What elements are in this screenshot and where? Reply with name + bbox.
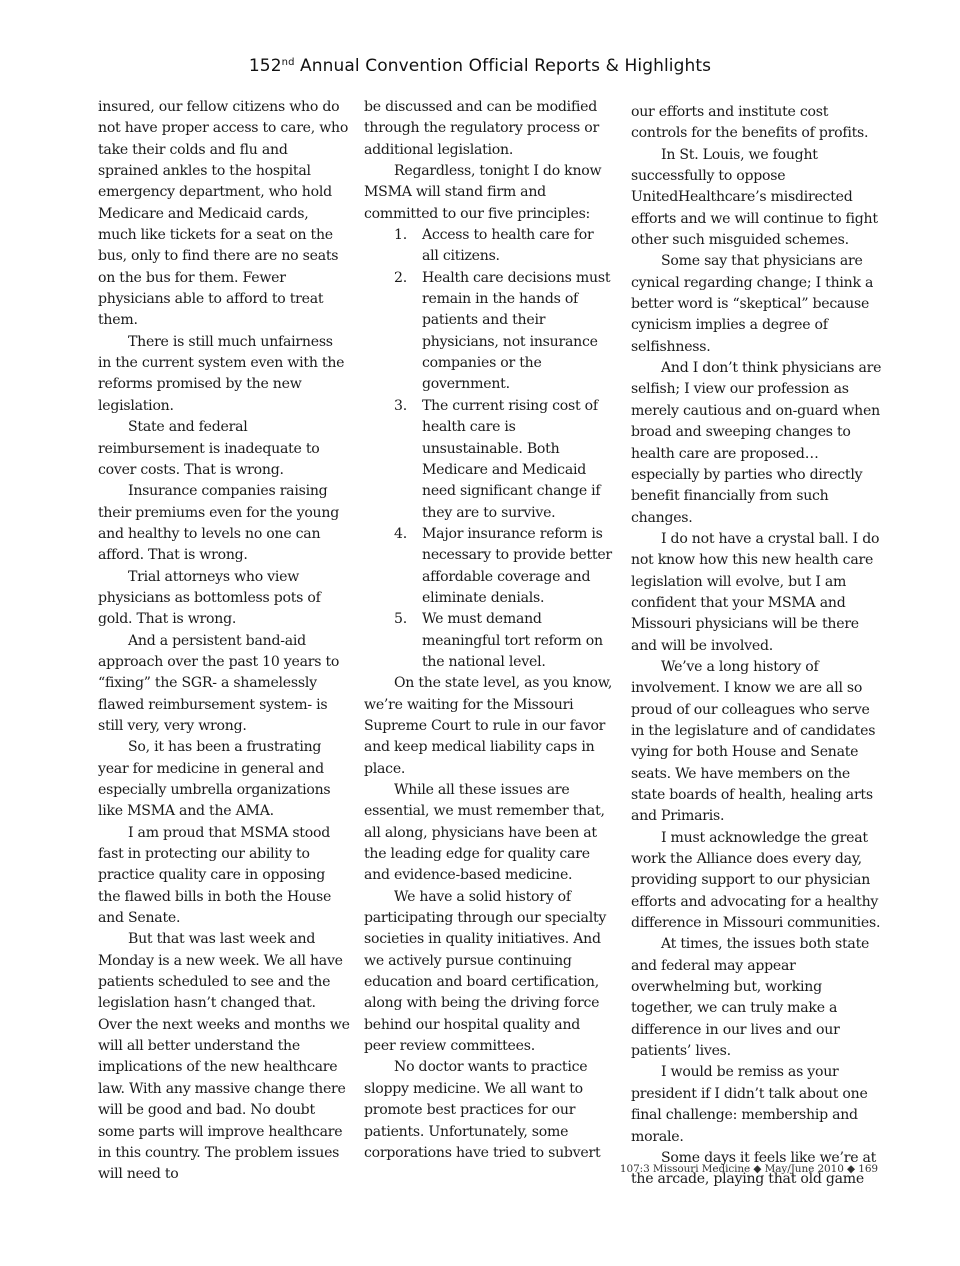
paragraph: And I don’t think physicians are selfish; I view our profession as merely cautious and on-guard when broad and sweeping changes to health care are proposed…especially by parties who directly benefit financially from such changes. [631, 360, 882, 526]
paragraph: Some say that physicians are cynical regarding change; I think a better word is “skeptical” because cynicism implies a degree of selfishness. [631, 253, 874, 355]
principle-number: 4. [394, 525, 407, 542]
paragraph: insured, our fellow citizens who do not have proper access to care, who take their colds and flu and sprained ankles to the hospital emergency department, who hold Medicare and Medicaid cards, much like tickets for a seat on the bus, only to find there are no seats on the bus for them. Fewer physicians able to afford to treat them. [98, 99, 349, 329]
column-1 [98, 97, 350, 1186]
principle-number: 5. [394, 611, 407, 628]
principle-item [364, 396, 614, 524]
column-3 [631, 102, 883, 1191]
principle-text: Health care decisions must remain in the hands of patients and their physicians, not insurance companies or the government. [422, 269, 611, 393]
principle-item [364, 524, 614, 609]
header-suffix: nd [281, 57, 295, 68]
principle-text: The current rising cost of health care is unsustainable. Both Medicare and Medicaid need significant change if they are to survive. [422, 397, 601, 521]
paragraph: But that was last week and Monday is a new week. We all have patients scheduled to see and the legislation hasn’t changed that. Over the next weeks and months we will all better understand the implications of the new healthcare law. With any massive change there will be good and bad. No doubt some parts will improve healthcare in this country. The problem issues will need to [98, 931, 350, 1183]
paragraph: In St. Louis, we fought successfully to oppose UnitedHealthcare’s misdirected efforts and we will continue to fight other such misguided schemes. [631, 146, 878, 249]
principle-number: 3. [394, 397, 407, 414]
page-header [0, 56, 960, 76]
paragraph: be discussed and can be modified through the regulatory process or additional legislation. [364, 99, 599, 158]
principle-item [364, 225, 614, 268]
principle-text: Major insurance reform is necessary to provide better affordable coverage and eliminate denials. [422, 525, 612, 606]
paragraph: And a persistent band-aid approach over the past 10 years to “fixing” the SGR- a shamelessly flawed reimbursement system- is still very, very wrong. [98, 632, 340, 734]
page-footer: 107:3 Missouri Medicine ◆ May/June 2010 ◆ 169 [619, 1163, 878, 1175]
principles-list [364, 225, 614, 673]
paragraph: We have a solid history of participating through our specialty societies in quality initiatives. And we actively pursue continuing education and board certification, along with being the driving force behind our hospital quality and peer review committees. [364, 888, 607, 1055]
paragraph: Regardless, tonight I do know MSMA will stand firm and committed to our five principles: [364, 163, 602, 222]
paragraph: I do not have a crystal ball. I do not know how this new health care legislation will evolve, but I am confident that your MSMA and Missouri physicians will be there and will be involved. [631, 530, 880, 654]
paragraph: Trial attorneys who view physicians as bottomless pots of gold. That is wrong. [98, 568, 321, 628]
column-2 [364, 97, 614, 1164]
principle-item [364, 268, 614, 396]
principle-item [364, 609, 614, 673]
paragraph: On the state level, as you know, we’re waiting for the Missouri Supreme Court to rule in our favor and keep medical liability caps in place. [364, 675, 613, 777]
paragraph: Some days it feels like we’re at the arcade, playing that old game [631, 1149, 877, 1188]
paragraph: I must acknowledge the great work the Alliance does every day, providing support to our physician efforts and advocating for a healthy difference in Missouri communities. [631, 829, 881, 932]
principle-number: 1. [394, 227, 407, 244]
header-title: Annual Convention Official Reports & Highlights [300, 56, 712, 76]
paragraph: So, it has been a frustrating year for medicine in general and especially umbrella organizations like MSMA and the AMA. [98, 739, 331, 820]
principle-text: Access to health care for all citizens. [422, 227, 594, 265]
paragraph: our efforts and institute cost controls for the benefits of profits. [631, 104, 869, 142]
paragraph: I would be remiss as your president if I didn’t talk about one final challenge: membership and morale. [631, 1064, 868, 1145]
principle-number: 2. [394, 269, 407, 286]
paragraph: No doctor wants to practice sloppy medicine. We all want to promote best practices for our patients. Unfortunately, some corporations have tried to subvert [364, 1059, 601, 1161]
paragraph: While all these issues are essential, we must remember that, all along, physicians have been at the leading edge for quality care and evidence-based medicine. [364, 782, 605, 884]
paragraph: There is still much unfairness in the current system even with the reforms promised by the new legislation. [98, 333, 345, 414]
principle-text: We must demand meaningful tort reform on the national level. [422, 611, 603, 670]
paragraph: Insurance companies raising their premiums even for the young and healthy to levels no one can afford. That is wrong. [98, 483, 339, 564]
paragraph: I am proud that MSMA stood fast in protecting our ability to practice quality care in opposing the flawed bills in both the House and Senate. [98, 824, 332, 927]
header-number: 152 [248, 56, 282, 76]
paragraph: We’ve a long history of involvement. I know we are all so proud of our colleagues who serve in the legislature and of candidates vying for both House and Senate seats. We have members on the state boards of health, healing arts and Primaris. [631, 658, 876, 825]
paragraph: State and federal reimbursement is inadequate to cover costs. That is wrong. [98, 419, 320, 478]
paragraph: At times, the issues both state and federal may appear overwhelming but, working together, we can truly make a difference in our lives and our patients’ lives. [631, 936, 870, 1060]
